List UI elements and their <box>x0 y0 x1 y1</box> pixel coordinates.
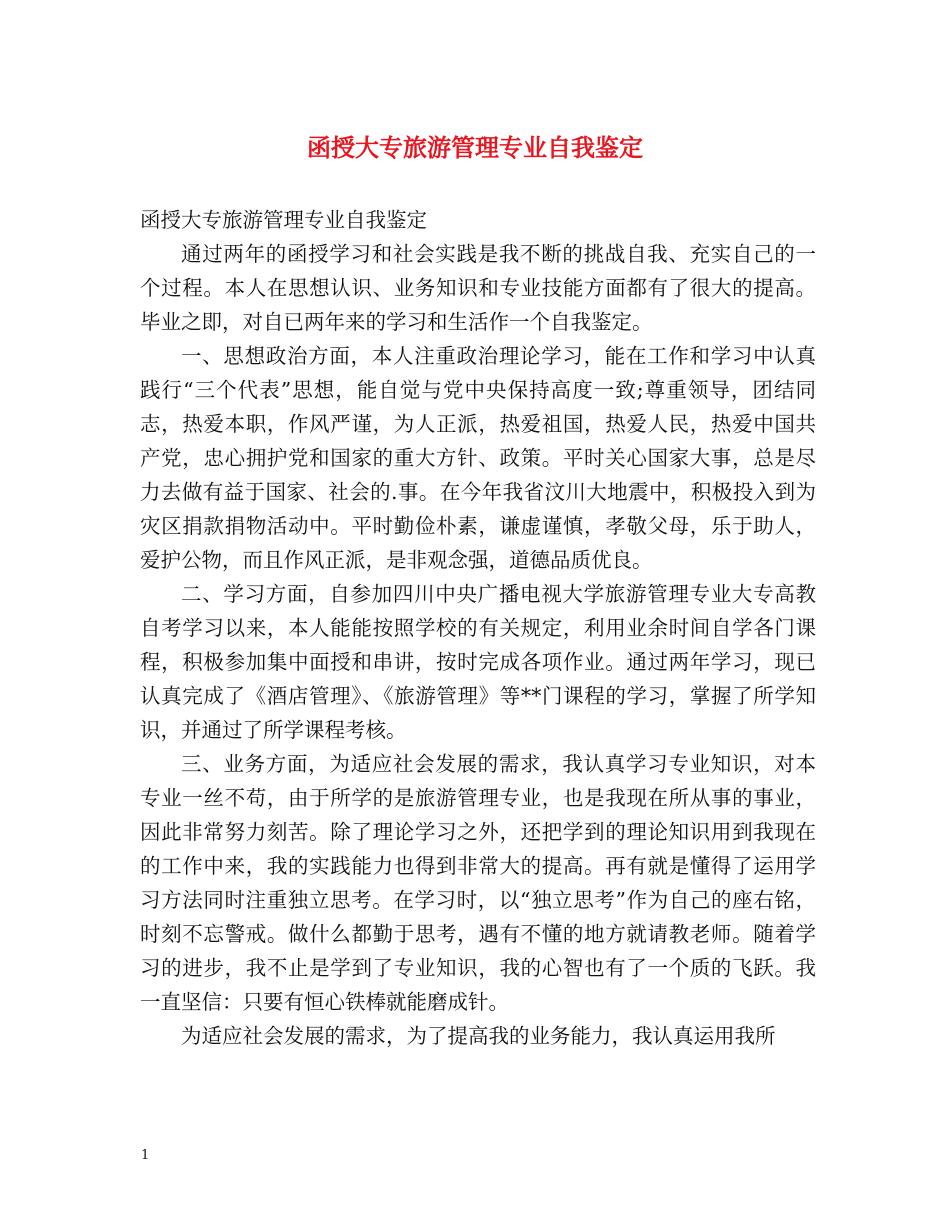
paragraph-intro: 通过两年的函授学习和社会实践是我不断的挑战自我、充实自己的一个过程。本人在思想认识、业务知识和专业技能方面都有了很大的提高。毕业之即，对自已两年来的学习和生活作一个自我鉴定。 <box>140 242 816 334</box>
paragraph-political: 一、思想政治方面，本人注重政治理论学习，能在工作和学习中认真践行“三个代表”思想，能自觉与党中央保持高度一致;尊重领导，团结同志，热爱本职，作风严谨，为人正派，热爱祖国，热爱人民，热爱中国共产党，忠心拥护党和国家的重大方针、政策。平时关心国家大事，总是尽力去做有益于国家、社会的.事。在今年我省汶川大地震中，积极投入到为灾区捐款捐物活动中。平时勤俭朴素，谦虚谨慎，孝敬父母，乐于助人，爱护公物，而且作风正派，是非观念强，道德品质优良。 <box>140 344 816 572</box>
page-number: 1 <box>141 1148 150 1163</box>
paragraph-business: 三、业务方面，为适应社会发展的需求，我认真学习专业知识，对本专业一丝不苟，由于所学的是旅游管理专业，也是我现在所从事的事业，因此非常努力刻苦。除了理论学习之外，还把学到的理论知识用到我现在的工作中来，我的实践能力也得到非常大的提高。再有就是懂得了运用学习方法同时注重独立思考。在学习时，以“独立思考”作为自己的座右铭，时刻不忘警戒。做什么都勤于思考，遇有不懂的地方就请教老师。随着学习的进步，我不止是学到了专业知识，我的心智也有了一个质的飞跃。我一直坚信：只要有恒心铁棒就能磨成针。 <box>140 752 816 1014</box>
paragraph-study: 二、学习方面，自参加四川中央广播电视大学旅游管理专业大专高教自考学习以来，本人能能按照学校的有关规定，利用业余时间自学各门课程，积极参加集中面授和串讲，按时完成各项作业。通过两年学习，现已认真完成了《酒店管理》、《旅游管理》等**门课程的学习，掌握了所学知识，并通过了所学课程考核。 <box>140 582 816 742</box>
document-body <box>140 203 816 1053</box>
document-subtitle: 函授大专旅游管理专业自我鉴定 <box>140 208 427 232</box>
paragraph-continued: 为适应社会发展的需求，为了提高我的业务能力，我认真运用我所 <box>181 1024 776 1048</box>
document-title: 函授大专旅游管理专业自我鉴定 <box>307 133 643 162</box>
